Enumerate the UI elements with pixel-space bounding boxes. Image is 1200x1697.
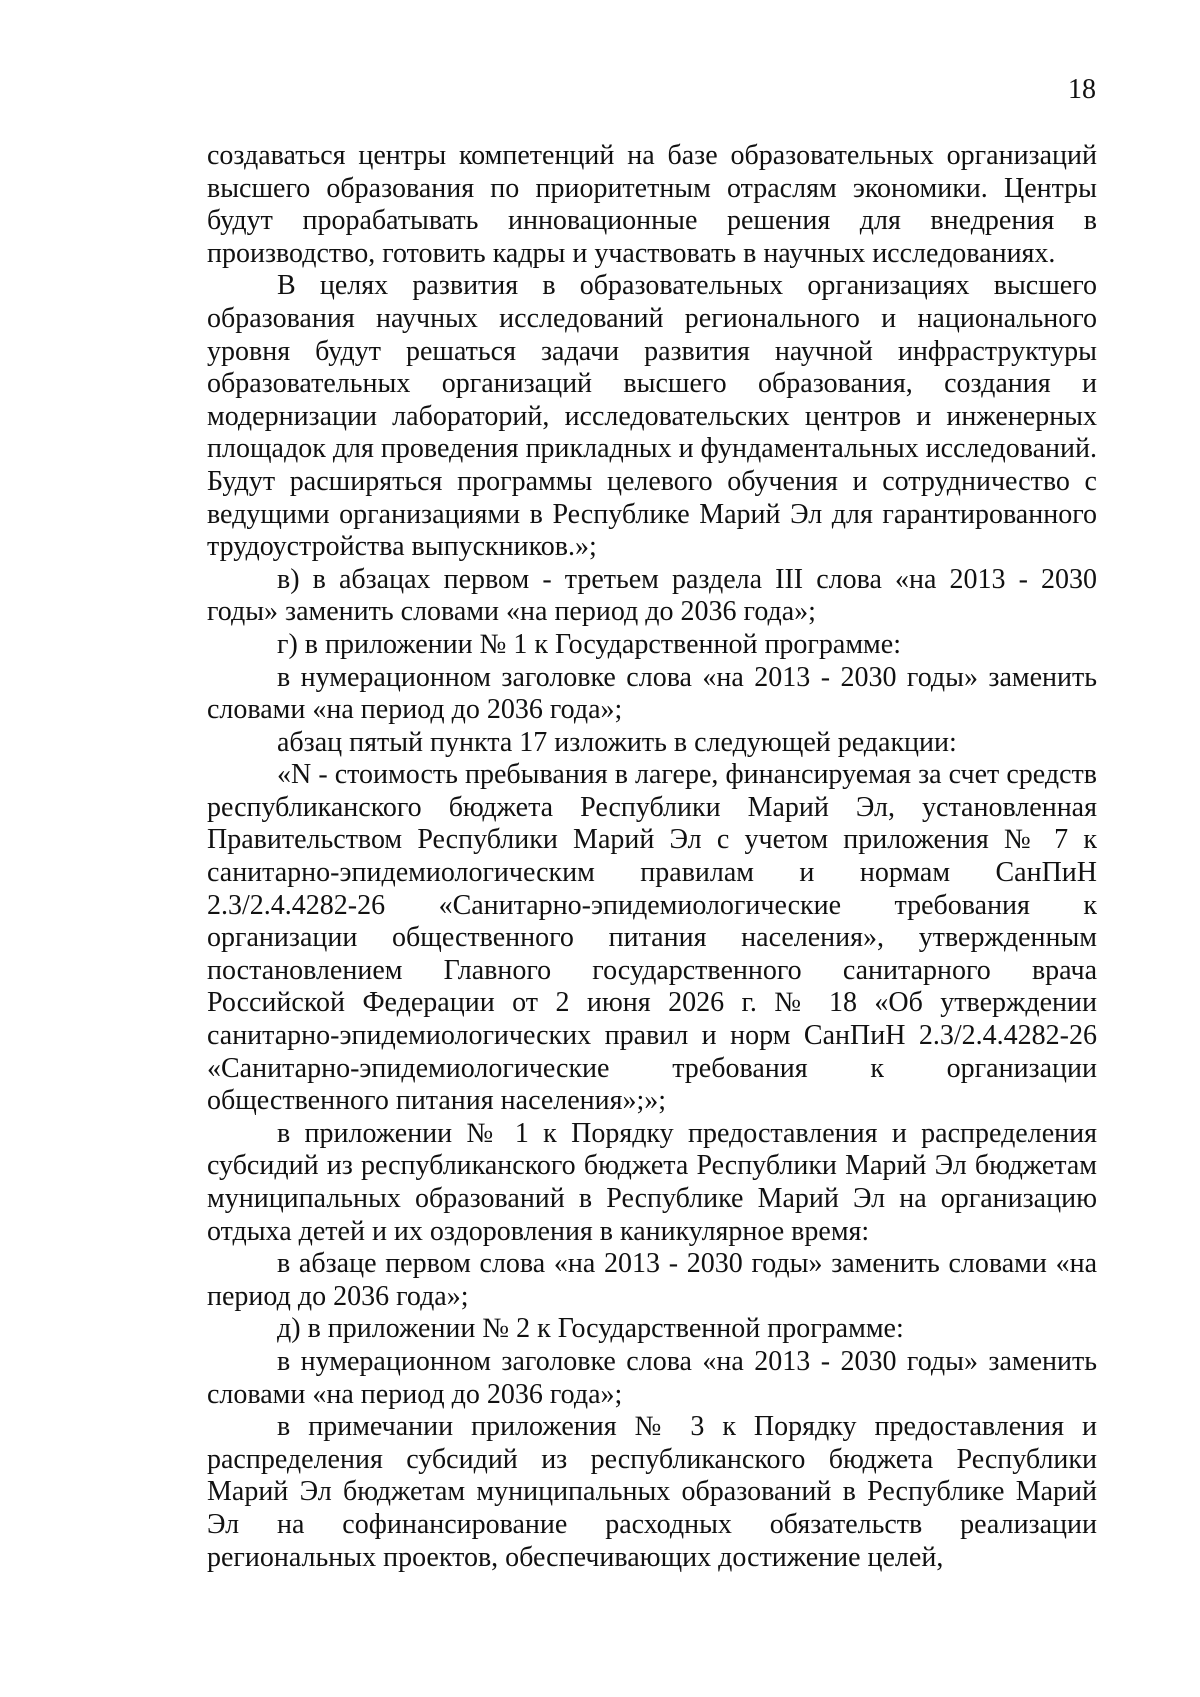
paragraph-7: «N - стоимость пребывания в лагере, финансируемая за счет средств республиканского бюджета Республики Марий Эл, установленная Правительством Республики Марий Эл с учетом приложения № 7 к санитарно-эпидемиологическим правилам и нормам СанПиН 2.3/2.4.4282-26 «Санитарно-эпидемиологические требования к организации общественного питания населения», утвержденным постановлением Главного государственного санитарного врача Российской Федерации от 2 июня 2026 г. № 18 «Об утверждении санитарно-эпидемиологических правил и норм СанПиН 2.3/2.4.4282-26 «Санитарно-эпидемиологические требования к организации общественного питания населения»;»; — [207, 759, 1097, 1117]
paragraph-8: в приложении № 1 к Порядку предоставления и распределения субсидий из республиканского бюджета Республики Марий Эл бюджетам муниципальных образований в Республике Марий Эл на организацию отдыха детей и их оздоровления в каникулярное время: — [207, 1117, 1097, 1247]
paragraph-10: д) в приложении № 2 к Государственной программе: — [277, 1313, 904, 1345]
paragraph-4: г) в приложении № 1 к Государственной программе: — [277, 628, 901, 660]
page-number: 18 — [1068, 74, 1096, 105]
paragraph-5: в нумерационном заголовке слова «на 2013 - 2030 годы» заменить словами «на период до 2036 года»; — [207, 661, 1097, 726]
paragraph-6: абзац пятый пункта 17 изложить в следующей редакции: — [277, 726, 957, 758]
body-text — [207, 140, 1097, 1574]
paragraph-12: в примечании приложения № 3 к Порядку предоставления и распределения субсидий из республиканского бюджета Республики Марий Эл бюджетам муниципальных образований в Республике Марий Эл на софинансирование расходных обязательств реализации региональных проектов, обеспечивающих достижение целей, — [207, 1411, 1097, 1573]
paragraph-2: В целях развития в образовательных организациях высшего образования научных исследований регионального и национального уровня будут решаться задачи развития научной инфраструктуры образовательных организаций высшего образования, создания и модернизации лабораторий, исследовательских центров и инженерных площадок для проведения прикладных и фундаментальных исследований. Будут расширяться программы целевого обучения и сотрудничество с ведущими организациями в Республике Марий Эл для гарантированного трудоустройства выпускников.»; — [207, 270, 1097, 563]
paragraph-11: в нумерационном заголовке слова «на 2013 - 2030 годы» заменить словами «на период до 2036 года»; — [207, 1345, 1097, 1410]
paragraph-9: в абзаце первом слова «на 2013 - 2030 годы» заменить словами «на период до 2036 года»; — [207, 1248, 1097, 1312]
paragraph-1: создаваться центры компетенций на базе образовательных организаций высшего образования по приоритетным отраслям экономики. Центры будут прорабатывать инновационные решения для внедрения в производство, готовить кадры и участвовать в научных исследованиях. — [207, 140, 1097, 269]
paragraph-3: в) в абзацах первом - третьем раздела III слова «на 2013 - 2030 годы» заменить словами «на период до 2036 года»; — [207, 563, 1097, 628]
